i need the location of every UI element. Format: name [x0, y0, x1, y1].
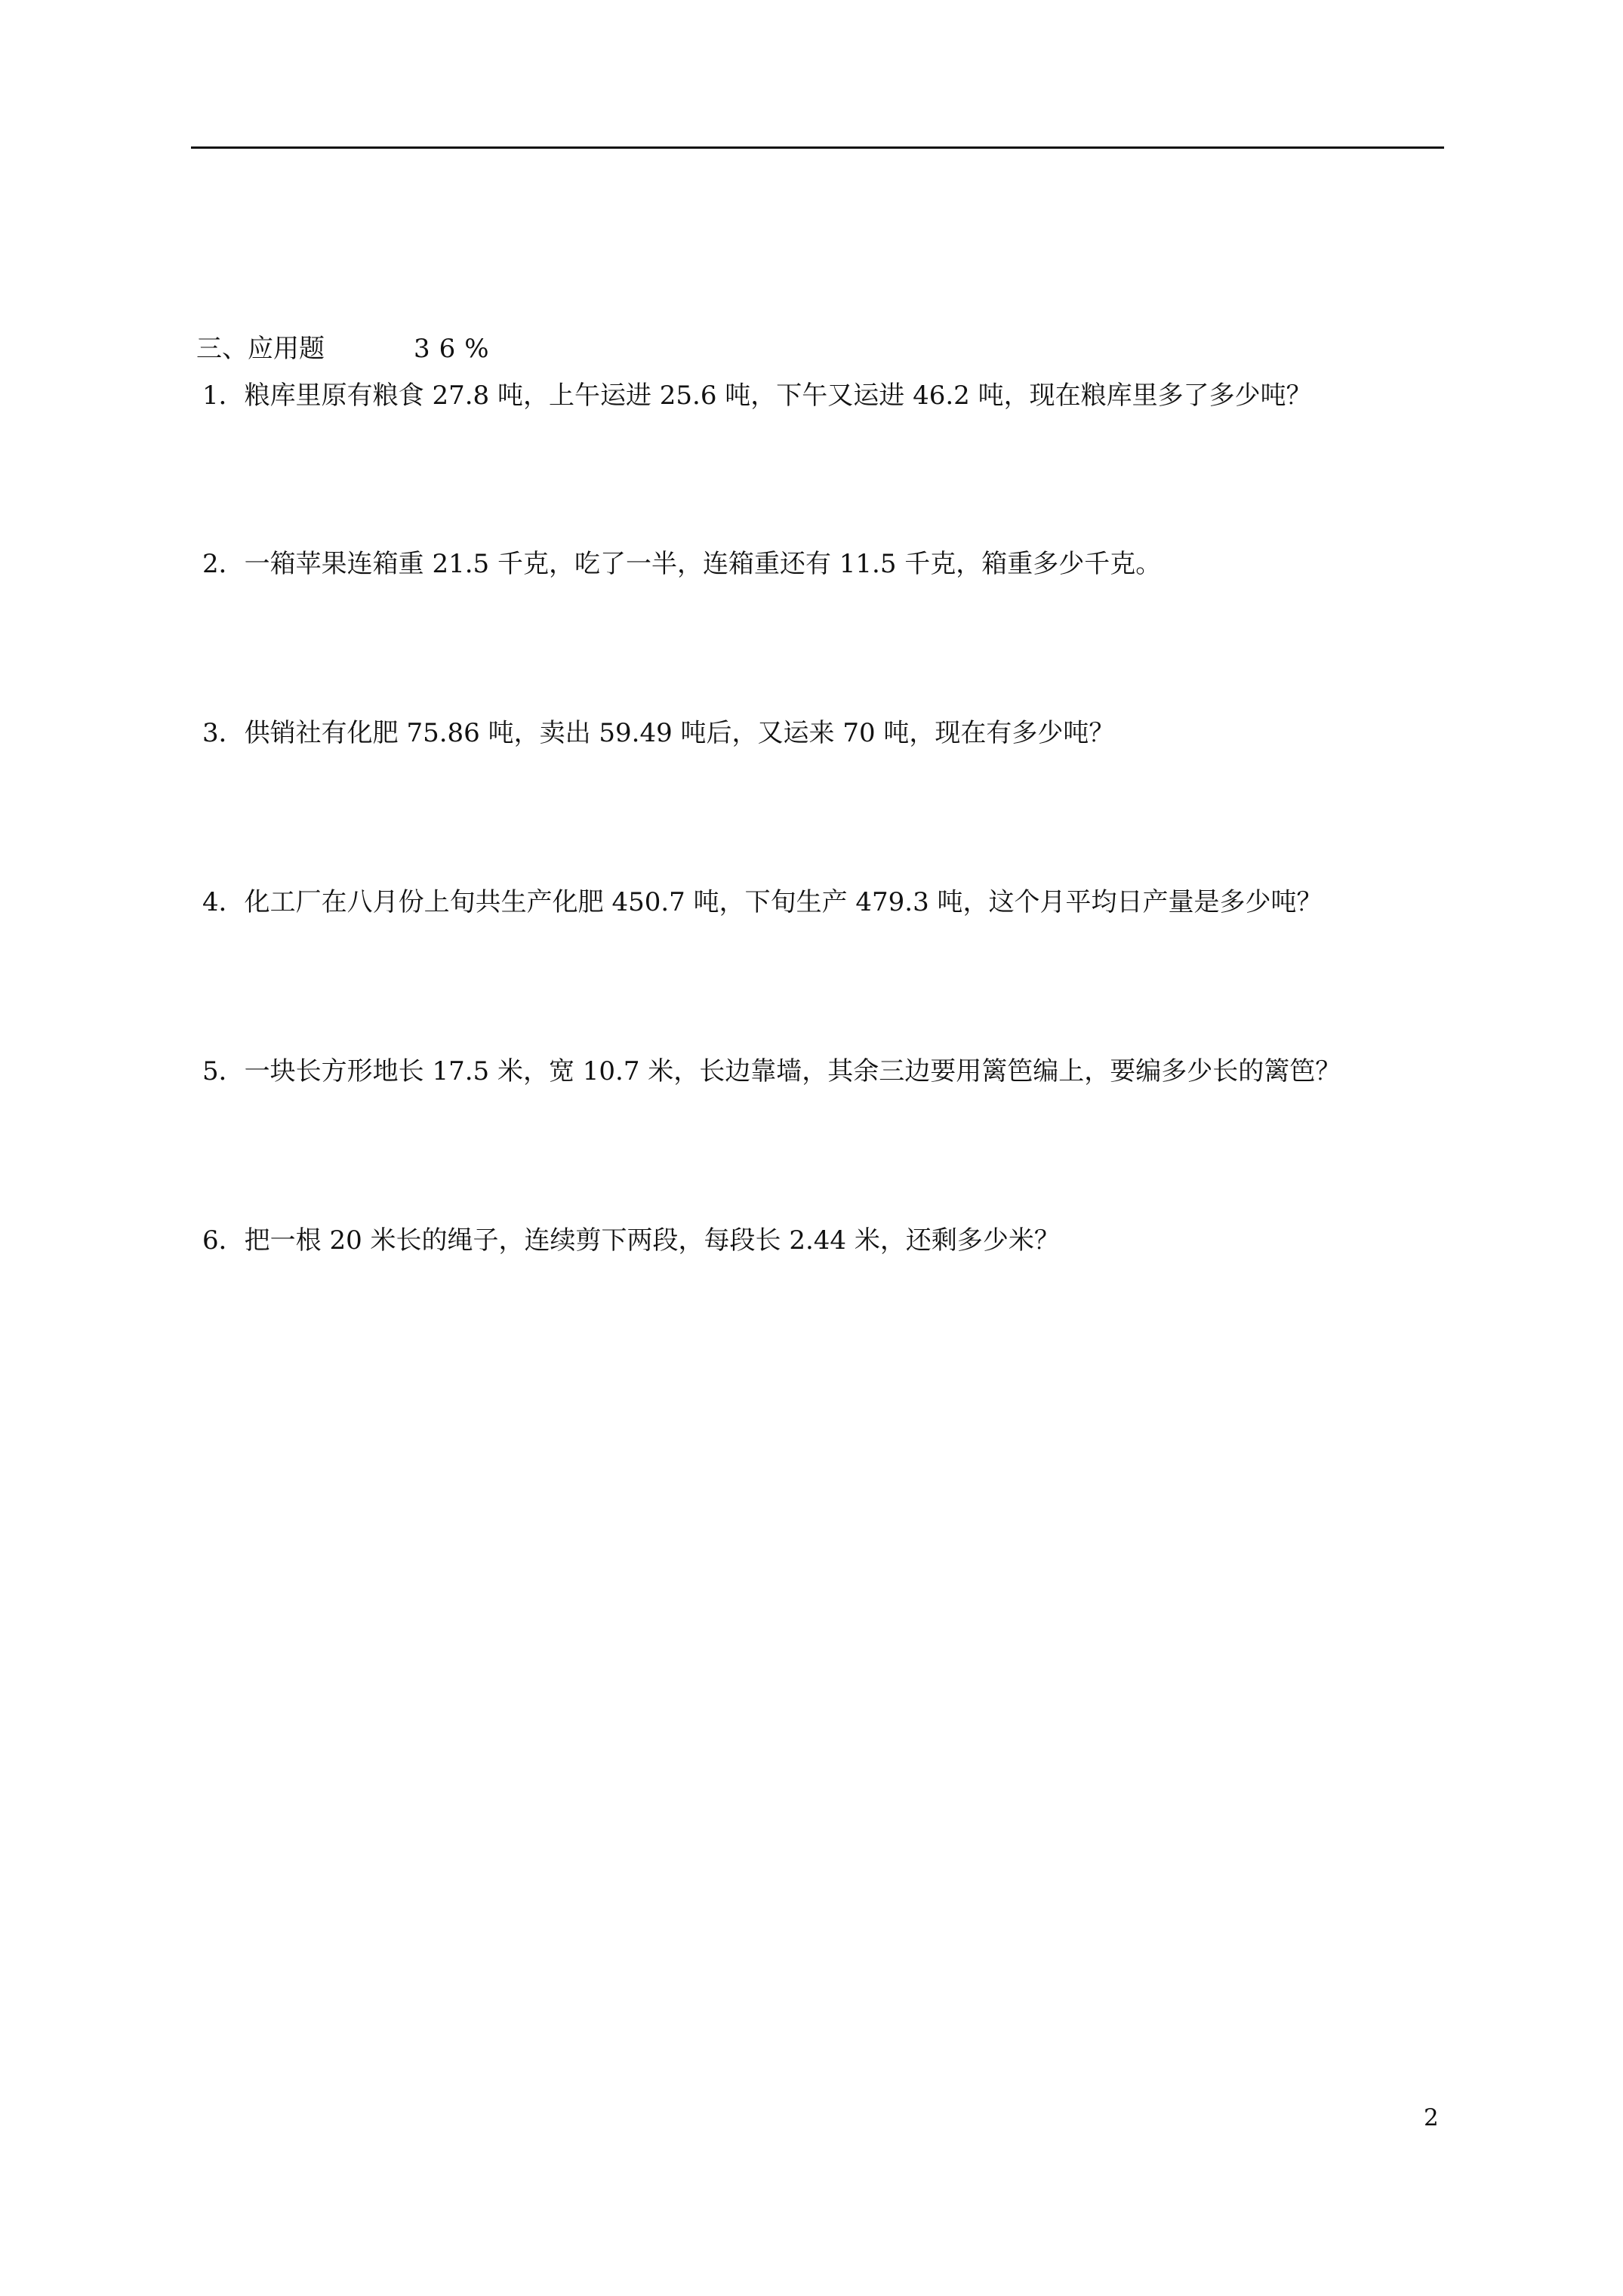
page-number: 2 [1424, 2104, 1439, 2131]
question-5: 5．一块长方形地长 17.5 米，宽 10.7 米，长边靠墙，其余三边要用篱笆编上，要编多少长的篱笆？ [202, 1056, 1341, 1086]
section-score: 36% [414, 334, 498, 364]
section-title: 三、应用题 [196, 334, 325, 364]
question-1: 1．粮库里原有粮食 27.8 吨，上午运进 25.6 吨，下午又运进 46.2 吨，现在粮库里多了多少吨？ [202, 381, 1312, 411]
header-rule [191, 146, 1444, 149]
question-3: 3．供销社有化肥 75.86 吨，卖出 59.49 吨后，又运来 70 吨，现在有多少吨？ [202, 718, 1115, 748]
question-6: 6．把一根 20 米长的绳子，连续剪下两段，每段长 2.44 米，还剩多少米？ [202, 1225, 1060, 1256]
question-4: 4．化工厂在八月份上旬共生产化肥 450.7 吨，下旬生产 479.3 吨，这个月平均日产量是多少吨？ [202, 887, 1323, 917]
question-2: 2．一箱苹果连箱重 21.5 千克，吃了一半，连箱重还有 11.5 千克，箱重多少千克。 [202, 549, 1162, 579]
section-heading [196, 331, 498, 367]
